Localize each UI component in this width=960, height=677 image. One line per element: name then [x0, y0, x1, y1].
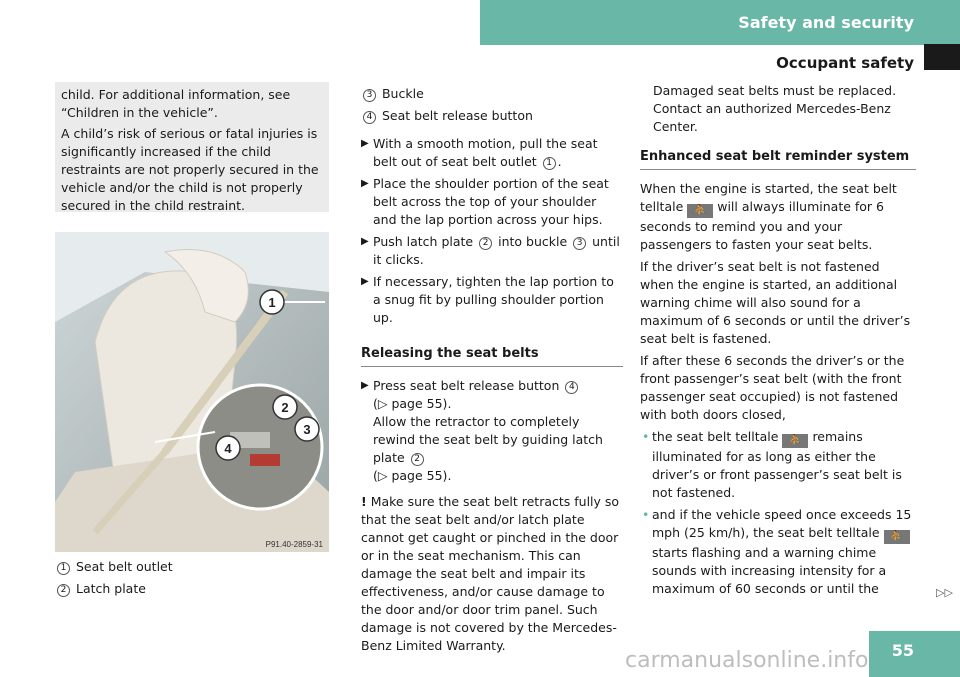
legend-item: 4 Seat belt release button	[361, 107, 623, 125]
section-header-tab	[480, 0, 960, 45]
section-title: Safety and security	[738, 13, 914, 32]
reminder-heading: Enhanced seat belt reminder system	[640, 148, 916, 170]
warning-icon: !	[361, 494, 367, 509]
arrow-bullet-icon: ▶	[361, 236, 369, 247]
svg-text:1: 1	[268, 295, 276, 310]
step-1: ▶ With a smooth motion, pull the seat belt out of seat belt outlet 1 .	[361, 136, 598, 169]
arrow-bullet-icon: ▶	[361, 178, 369, 189]
note-paragraph-1: child. For additional information, see “Children in the vehicle”.	[61, 87, 291, 120]
seatbelt-telltale-icon: ⛹	[782, 434, 808, 448]
arrow-bullet-icon: ▶	[361, 276, 369, 287]
page-number-tab: 55	[869, 631, 960, 677]
reminder-bullet-1: • the seat belt telltale ⛹ remains illuminated for as long as either the driver’s or front passenger’s seat belt is not fastened.	[642, 429, 902, 500]
reminder-bullet-2: • and if the vehicle speed once exceeds 15 mph (25 km/h), the seat belt telltale ⛹ starts flashing and a warning chime sounds with increasing intensity for a maximum of 60 seconds or until the	[642, 507, 912, 596]
right-column	[640, 82, 916, 602]
note-box	[55, 82, 329, 212]
svg-text:2: 2	[281, 400, 289, 415]
step-2: ▶ Place the shoulder portion of the seat belt across the top of your shoulder and the lap portion across your hips.	[361, 176, 609, 227]
seat-belt-photo	[55, 232, 329, 552]
image-code: P91.40-2859-31	[265, 540, 323, 549]
legend-item: 2 Latch plate	[55, 580, 329, 598]
warning-text: ! Make sure the seat belt retracts fully so that the seat belt and/or latch plate cannot get caught or pinched in the door or in the seat mechanism. This can damage the seat belt and impair its effectiveness, and/or cause damage to the door and/or door trim panel. Such damage is not covered by the Mercedes-Benz Limited Warranty.	[361, 494, 620, 653]
legend-item: 1 Seat belt outlet	[55, 558, 329, 576]
legend-left	[55, 558, 329, 602]
step-4: ▶ If necessary, tighten the lap portion to a snug fit by pulling shoulder portion up.	[361, 274, 614, 325]
header-marker	[924, 44, 960, 70]
subsection-title: Occupant safety	[776, 54, 914, 72]
release-step: ▶ Press seat belt release button 4 (▷ page 55). Allow the retractor to completely rewind the seat belt by guiding latch plate 2 (▷ page 55).	[361, 378, 603, 483]
step-3: ▶ Push latch plate 2 into buckle 3 until it clicks.	[361, 234, 620, 267]
middle-column	[361, 85, 623, 659]
arrow-bullet-icon: ▶	[361, 380, 369, 391]
seatbelt-telltale-icon: ⛹	[884, 530, 910, 544]
watermark: carmanualsonline.info	[625, 648, 869, 673]
svg-text:3: 3	[303, 422, 311, 437]
continue-icon: ▷▷	[936, 586, 953, 599]
damaged-belt-text: Damaged seat belts must be replaced. Contact an authorized Mercedes-Benz Center.	[653, 83, 897, 134]
legend-item: 3 Buckle	[361, 85, 623, 103]
note-paragraph-2: A child’s risk of serious or fatal injuries is significantly increased if the child restraints are not properly secured in the vehicle and/or the child is not properly secured in the child restraint.	[61, 126, 319, 213]
seatbelt-telltale-icon: ⛹	[687, 204, 713, 218]
reminder-paragraph-3: If after these 6 seconds the driver’s or the front passenger’s seat belt (with the front passenger seat occupied) is not fastened with both doors closed,	[640, 353, 905, 422]
reminder-paragraph-1: When the engine is started, the seat belt telltale ⛹ will always illuminate for 6 seconds to remind you and your passengers to fasten your seat belts.	[640, 181, 897, 252]
svg-text:4: 4	[224, 441, 232, 456]
reminder-paragraph-2: If the driver’s seat belt is not fastened when the engine is started, an additional warning chime will also sound for a maximum of 6 seconds or until the driver’s seat belt is fastened.	[640, 259, 911, 346]
arrow-bullet-icon: ▶	[361, 138, 369, 149]
releasing-heading: Releasing the seat belts	[361, 345, 623, 367]
